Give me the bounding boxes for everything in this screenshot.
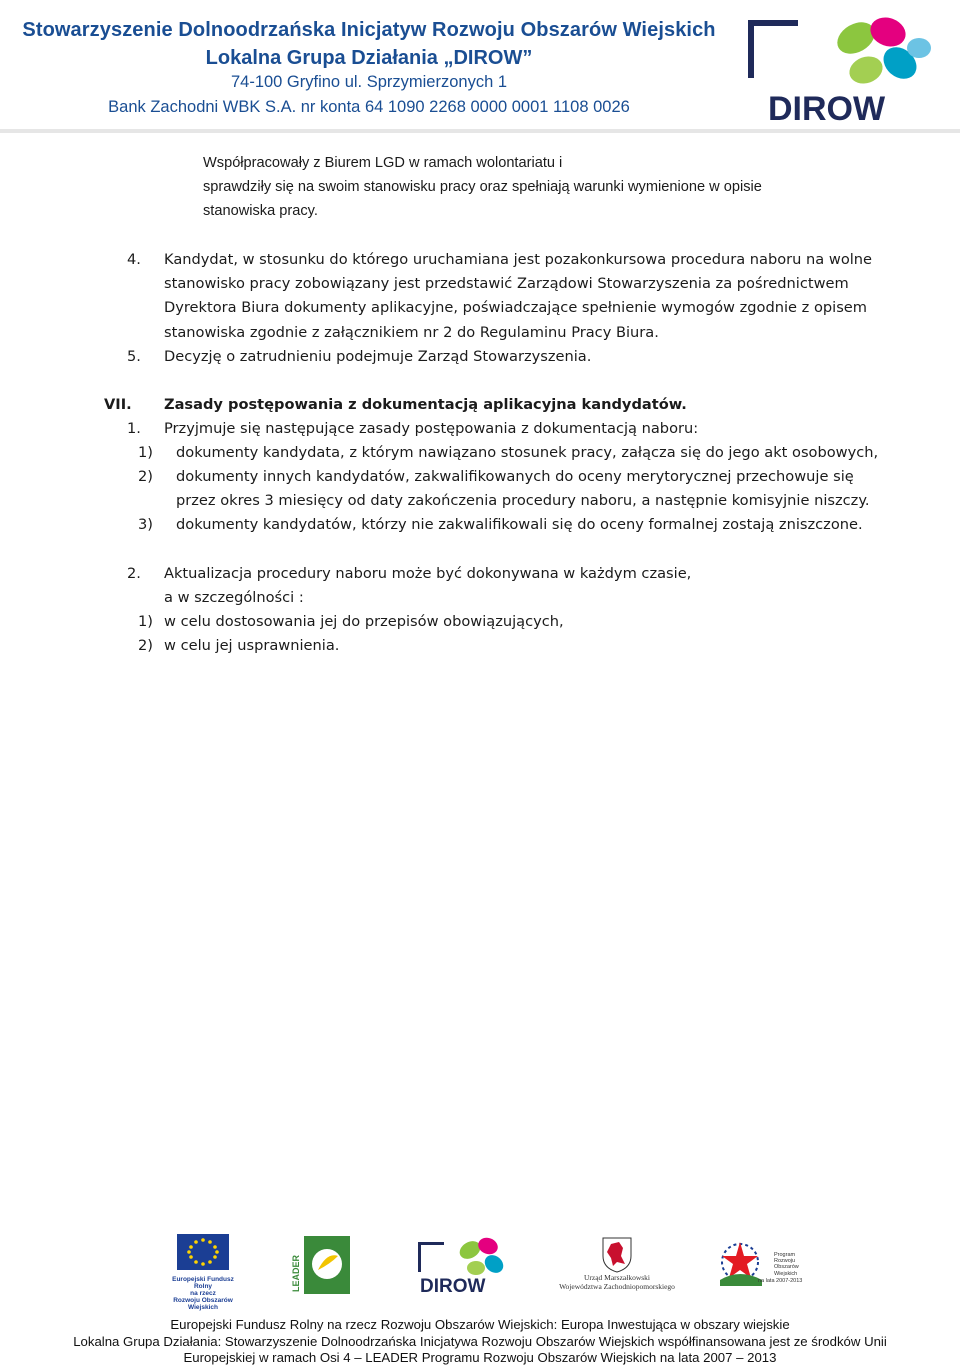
text-line: stanowiska zgodnie z załącznikiem nr 2 do Regulaminu Pracy Biura. bbox=[164, 323, 659, 341]
sub-item-text: dokumenty kandydata, z którym nawiązano stosunek pracy, załącza się do jego akt osobowych, bbox=[176, 444, 879, 461]
text-line: a w szczególności : bbox=[164, 589, 304, 607]
urzad-caption: Województwa Zachodniopomorskiego bbox=[559, 1281, 675, 1291]
text-line: dokumenty innych kandydatów, zakwalifikowanych do oceny merytorycznej przechowuje się bbox=[176, 468, 854, 485]
item-4-text bbox=[164, 248, 872, 345]
letterhead bbox=[0, 14, 738, 119]
text-line: przez okres 3 miesięcy od daty zakończenia procedury naboru, a następnie komisyjnie niszczy. bbox=[176, 492, 870, 510]
sub-item-text bbox=[176, 465, 870, 513]
text-line: Dyrektora Biura dokumenty aplikacyjne, poświadczające spełnienie wymogów zgodnie z opisem bbox=[164, 299, 867, 317]
sub-item-number: 3) bbox=[138, 516, 153, 533]
eu-fund-logo bbox=[163, 1234, 243, 1311]
section-7-p1-text: Przyjmuje się następujące zasady postępowania z dokumentacją naboru: bbox=[164, 420, 699, 437]
svg-text:DIROW: DIROW bbox=[420, 1276, 486, 1296]
svg-text:LEADER: LEADER bbox=[291, 1254, 301, 1292]
section-7-title: Zasady postępowania z dokumentacją aplikacyjna kandydatów. bbox=[164, 396, 687, 413]
prow-caption: Wiejskich bbox=[774, 1270, 798, 1277]
item-5-number: 5. bbox=[127, 348, 141, 365]
griffin-crest-icon bbox=[597, 1234, 637, 1274]
sub-item-number: 1) bbox=[138, 444, 153, 461]
footer-line: Europejskiej w ramach Osi 4 – LEADER Programu Rozwoju Obszarów Wiejskich na lata 2007 – 2013 bbox=[183, 1350, 777, 1365]
section-7-p2-number: 2. bbox=[127, 565, 141, 582]
section-7-number: VII. bbox=[104, 396, 132, 413]
header-rule bbox=[0, 129, 960, 133]
prow-caption: Program bbox=[774, 1252, 796, 1258]
footer bbox=[0, 1317, 960, 1367]
sub-item-text: w celu jej usprawnienia. bbox=[164, 637, 340, 654]
lgd-name: Lokalna Grupa Działania „DIROW” bbox=[205, 47, 533, 69]
sub-item-number: 2) bbox=[138, 468, 153, 485]
eu-caption: Rozwoju Obszarów Wiejskich bbox=[173, 1297, 233, 1311]
footer-line: Europejski Fundusz Rolny na rzecz Rozwoju Obszarów Wiejskich: Europa Inwestująca w obszary wiejskie bbox=[170, 1317, 790, 1332]
section-7-p2-text bbox=[164, 562, 691, 610]
text-line: sprawdziły się na swoim stanowisku pracy oraz spełniają warunki wymienione w opisie bbox=[203, 179, 762, 196]
section-7-p1-number: 1. bbox=[127, 420, 141, 437]
svg-text:DIROW: DIROW bbox=[768, 90, 886, 126]
urzad-logo bbox=[552, 1234, 682, 1296]
eu-caption: na rzecz bbox=[190, 1290, 216, 1297]
text-line: Współpracowały z Biurem LGD w ramach wolontariatu i bbox=[203, 155, 563, 171]
item-5-text: Decyzję o zatrudnieniu podejmuje Zarząd Stowarzyszenia. bbox=[164, 348, 592, 365]
urzad-caption: Urząd Marszałkowski bbox=[583, 1273, 651, 1282]
prow-caption: Obszarów bbox=[774, 1264, 799, 1271]
dirow-footer-logo bbox=[412, 1234, 520, 1296]
eu-caption: Europejski Fundusz Rolny bbox=[172, 1276, 234, 1290]
text-line: stanowisko pracy zobowiązany jest przedstawić Zarządowi Stowarzyszenia za pośrednictwem bbox=[164, 275, 849, 293]
dirow-logo bbox=[738, 8, 953, 126]
eu-flag-icon bbox=[163, 1234, 243, 1276]
text-line: Kandydat, w stosunku do którego uruchamiana jest pozakonkursowa procedura naboru na wolne bbox=[164, 251, 873, 268]
continuation-paragraph bbox=[203, 151, 762, 224]
prow-caption: Rozwoju bbox=[774, 1258, 796, 1265]
org-name: Stowarzyszenie Dolnoodrzańska Inicjatyw Rozwoju Obszarów Wiejskich bbox=[22, 19, 716, 41]
sub-item-text: dokumenty kandydatów, którzy nie zakwalifikowali się do oceny formalnej zostają zniszczone. bbox=[176, 516, 863, 533]
prow-logo bbox=[710, 1234, 803, 1296]
text-line: Aktualizacja procedury naboru może być dokonywana w każdym czasie, bbox=[164, 565, 692, 582]
sub-item-text: w celu dostosowania jej do przepisów obowiązujących, bbox=[164, 613, 564, 630]
bank-account: Bank Zachodni WBK S.A. nr konta 64 1090 2268 0000 0001 1108 0026 bbox=[108, 98, 630, 116]
sub-item-number: 2) bbox=[138, 637, 153, 654]
prow-caption: na lata 2007-2013 bbox=[758, 1278, 803, 1284]
text-line: stanowiska pracy. bbox=[203, 203, 318, 220]
item-4-number: 4. bbox=[127, 251, 141, 268]
org-address: 74-100 Gryfino ul. Sprzymierzonych 1 bbox=[230, 73, 508, 91]
footer-line: Lokalna Grupa Działania: Stowarzyszenie Dolnoodrzańska Inicjatywa Rozwoju Obszarów Wiejskich współfinansowana jest ze środków Unii bbox=[73, 1333, 887, 1349]
sub-item-number: 1) bbox=[138, 613, 153, 630]
leader-logo bbox=[290, 1234, 352, 1296]
